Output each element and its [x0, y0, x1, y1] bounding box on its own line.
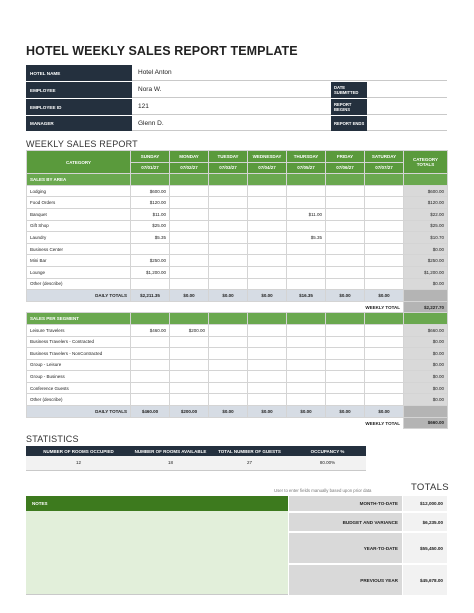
day-value-cell[interactable]: [326, 220, 365, 232]
area-section-cell: [404, 174, 448, 186]
day-value-cell[interactable]: $25.00: [131, 220, 170, 232]
row-category-label: Mini Bar: [27, 255, 131, 267]
day-value-cell[interactable]: $250.00: [131, 255, 170, 267]
day-value-cell[interactable]: [209, 220, 248, 232]
day-value-cell[interactable]: [287, 324, 326, 336]
day-value-cell[interactable]: [287, 336, 326, 348]
day-value-cell[interactable]: [365, 185, 404, 197]
row-category-label: Other (describe): [27, 278, 131, 290]
day-value-cell[interactable]: [131, 348, 170, 360]
row-category-label: Food Orders: [27, 197, 131, 209]
area-daily-totals-row: [27, 290, 448, 302]
area-section-cell: [326, 174, 365, 186]
category-total-cell: $600.00: [404, 185, 448, 197]
category-total-cell: $1,200.00: [404, 266, 448, 278]
day-value-cell[interactable]: [326, 208, 365, 220]
segment-section-cell: [131, 313, 170, 325]
area-section-cell: [209, 174, 248, 186]
day-value-cell[interactable]: [170, 382, 209, 394]
day-value-cell[interactable]: [326, 359, 365, 371]
daily-total-cell: $16.35: [287, 290, 326, 302]
occupancy-header: OCCUPANCY %: [289, 446, 366, 456]
page-title: HOTEL WEEKLY SALES REPORT TEMPLATE: [26, 44, 298, 58]
table-row: [27, 220, 448, 232]
row-category-label: Business Travelers - NonContracted: [27, 348, 131, 360]
segment-section-cell: [287, 313, 326, 325]
segment-section-cell: [404, 313, 448, 325]
area-weekly-total-row: [27, 301, 448, 313]
month-to-date-value[interactable]: $12,000.00: [403, 496, 447, 511]
day-value-cell[interactable]: [209, 197, 248, 209]
day-date-header: 07/05/27: [287, 162, 326, 174]
day-name-header: MONDAY: [170, 151, 209, 163]
row-category-label: Group - Leisure: [27, 359, 131, 371]
category-header: CATEGORY: [27, 151, 131, 174]
day-value-cell[interactable]: [326, 185, 365, 197]
category-total-cell: $0.00: [404, 336, 448, 348]
area-section-cell: [131, 174, 170, 186]
day-value-cell[interactable]: [326, 324, 365, 336]
day-value-cell[interactable]: [248, 208, 287, 220]
daily-total-cell: $0.00: [287, 406, 326, 418]
occupancy-value: 80.00%: [289, 456, 366, 470]
total-guests-value[interactable]: 27: [210, 456, 289, 470]
day-value-cell[interactable]: [209, 382, 248, 394]
day-date-header: 07/07/27: [365, 162, 404, 174]
category-total-cell: $0.00: [404, 278, 448, 290]
day-date-header: 07/03/27: [209, 162, 248, 174]
day-value-cell[interactable]: [287, 266, 326, 278]
day-value-cell[interactable]: [170, 232, 209, 244]
table-row: [27, 185, 448, 197]
day-value-cell[interactable]: [287, 220, 326, 232]
weekly-total-spacer: [248, 301, 287, 313]
day-value-cell[interactable]: [170, 278, 209, 290]
daily-total-cell: $0.00: [248, 406, 287, 418]
area-section-cell: [248, 174, 287, 186]
day-value-cell[interactable]: [287, 278, 326, 290]
previous-year-value[interactable]: $45,678.00: [403, 565, 447, 595]
day-value-cell[interactable]: [170, 371, 209, 383]
day-value-cell[interactable]: [365, 255, 404, 267]
manual-entry-hint: User to enter fields manually based upon prior data: [274, 488, 372, 493]
day-value-cell[interactable]: [287, 382, 326, 394]
day-value-cell[interactable]: [209, 348, 248, 360]
category-totals-header: CATEGORY TOTALS: [404, 151, 448, 174]
year-to-date-label: YEAR-TO-DATE: [289, 533, 402, 563]
employee-id-label: EMPLOYEE ID: [26, 99, 132, 115]
area-section-cell: [365, 174, 404, 186]
day-date-header: 07/01/27: [131, 162, 170, 174]
day-value-cell[interactable]: [287, 197, 326, 209]
daily-total-cell: $0.00: [209, 406, 248, 418]
category-total-cell: $0.00: [404, 382, 448, 394]
day-date-header: 07/02/27: [170, 162, 209, 174]
day-value-cell[interactable]: [131, 336, 170, 348]
day-value-cell[interactable]: [365, 324, 404, 336]
segment-section-label: SALES PER SEGMENT: [27, 313, 131, 325]
daily-totals-spacer: [404, 290, 448, 302]
day-value-cell[interactable]: [326, 394, 365, 406]
notes-field[interactable]: [26, 511, 288, 595]
day-value-cell[interactable]: [131, 243, 170, 255]
day-value-cell[interactable]: [326, 255, 365, 267]
row-category-label: Gift Shop: [27, 220, 131, 232]
day-value-cell[interactable]: [170, 394, 209, 406]
day-value-cell[interactable]: [365, 208, 404, 220]
table-row: [27, 371, 448, 383]
category-total-cell: $22.00: [404, 208, 448, 220]
day-value-cell[interactable]: [131, 278, 170, 290]
day-value-cell[interactable]: [365, 232, 404, 244]
daily-total-cell: $2,211.35: [131, 290, 170, 302]
day-value-cell[interactable]: [326, 336, 365, 348]
day-value-cell[interactable]: [248, 371, 287, 383]
daily-total-cell: $0.00: [365, 290, 404, 302]
row-category-label: Lodging: [27, 185, 131, 197]
category-total-cell: $25.00: [404, 220, 448, 232]
table-row: [27, 278, 448, 290]
daily-totals-label: DAILY TOTALS: [27, 290, 131, 302]
notes-label: NOTES: [26, 496, 288, 511]
day-value-cell[interactable]: [287, 359, 326, 371]
daily-total-cell: $0.00: [326, 290, 365, 302]
table-row: [27, 266, 448, 278]
report-begins-field[interactable]: [367, 99, 447, 115]
day-value-cell[interactable]: [131, 359, 170, 371]
day-value-cell[interactable]: [170, 359, 209, 371]
table-row: [27, 394, 448, 406]
day-value-cell[interactable]: [365, 359, 404, 371]
category-total-cell: $120.00: [404, 197, 448, 209]
day-name-header: FRIDAY: [326, 151, 365, 163]
day-value-cell[interactable]: [248, 348, 287, 360]
day-value-cell[interactable]: [365, 371, 404, 383]
day-value-cell[interactable]: [209, 266, 248, 278]
day-value-cell[interactable]: [248, 266, 287, 278]
day-value-cell[interactable]: [248, 255, 287, 267]
weekly-total-spacer: [209, 301, 248, 313]
day-value-cell[interactable]: [170, 266, 209, 278]
budget-variance-label: BUDGET AND VARIANCE: [289, 513, 402, 531]
day-name-header: WEDNESDAY: [248, 151, 287, 163]
row-category-label: Business Center: [27, 243, 131, 255]
day-value-cell[interactable]: [209, 394, 248, 406]
day-value-cell[interactable]: [131, 382, 170, 394]
row-category-label: Group - Business: [27, 371, 131, 383]
previous-year-label: PREVIOUS YEAR: [289, 565, 402, 595]
day-value-cell[interactable]: [170, 185, 209, 197]
weekly-total-spacer: [131, 417, 170, 429]
category-total-cell: $250.00: [404, 255, 448, 267]
daily-totals-spacer: [404, 406, 448, 418]
day-value-cell[interactable]: [170, 348, 209, 360]
day-name-header: TUESDAY: [209, 151, 248, 163]
category-total-cell: $0.00: [404, 394, 448, 406]
row-category-label: Business Travelers - Contracted: [27, 336, 131, 348]
row-category-label: Other (describe): [27, 394, 131, 406]
table-row: [27, 197, 448, 209]
table-row: [27, 348, 448, 360]
row-category-label: Banquet: [27, 208, 131, 220]
day-value-cell[interactable]: [209, 324, 248, 336]
manager-label: MANAGER: [26, 116, 132, 131]
day-value-cell[interactable]: [287, 371, 326, 383]
weekly-total-value: $660.00: [404, 417, 448, 429]
day-value-cell[interactable]: [287, 243, 326, 255]
weekly-total-spacer: [27, 301, 131, 313]
day-value-cell[interactable]: [248, 197, 287, 209]
area-section-label: SALES BY AREA: [27, 174, 131, 186]
day-value-cell[interactable]: [170, 208, 209, 220]
report-info: [26, 65, 447, 131]
weekly-total-spacer: [287, 417, 326, 429]
table-row: [27, 255, 448, 267]
day-value-cell[interactable]: [365, 278, 404, 290]
segment-section-cell: [248, 313, 287, 325]
row-category-label: Laundry: [27, 232, 131, 244]
table-row: [27, 232, 448, 244]
day-value-cell[interactable]: [365, 243, 404, 255]
day-value-cell[interactable]: [326, 243, 365, 255]
daily-total-cell: $200.00: [170, 406, 209, 418]
day-value-cell[interactable]: $11.00: [287, 208, 326, 220]
report-begins-label: REPORT BEGINS: [331, 99, 367, 115]
day-value-cell[interactable]: [326, 278, 365, 290]
budget-variance-value[interactable]: $6,235.00: [403, 513, 447, 531]
day-value-cell[interactable]: [365, 197, 404, 209]
day-value-cell[interactable]: [131, 394, 170, 406]
category-total-cell: $0.00: [404, 371, 448, 383]
category-total-cell: $0.00: [404, 243, 448, 255]
weekly-sales-title: WEEKLY SALES REPORT: [26, 139, 138, 149]
day-value-cell[interactable]: [209, 208, 248, 220]
day-value-cell[interactable]: [365, 266, 404, 278]
header-row: [27, 151, 448, 163]
day-value-cell[interactable]: $1,200.00: [131, 266, 170, 278]
day-value-cell[interactable]: $200.00: [170, 324, 209, 336]
day-value-cell[interactable]: [170, 336, 209, 348]
weekly-total-spacer: [131, 301, 170, 313]
day-value-cell[interactable]: [209, 255, 248, 267]
table-row: [27, 359, 448, 371]
day-value-cell[interactable]: [365, 394, 404, 406]
weekly-total-spacer: [287, 301, 326, 313]
table-row: [27, 208, 448, 220]
segment-daily-totals-row: [27, 406, 448, 418]
day-name-header: SUNDAY: [131, 151, 170, 163]
daily-totals-label: DAILY TOTALS: [27, 406, 131, 418]
row-category-label: Lounge: [27, 266, 131, 278]
date-submitted-label: DATE SUBMITTED: [331, 82, 367, 98]
day-value-cell[interactable]: [287, 394, 326, 406]
day-value-cell[interactable]: [365, 382, 404, 394]
daily-total-cell: $0.00: [170, 290, 209, 302]
day-value-cell[interactable]: [248, 324, 287, 336]
segment-section-cell: [209, 313, 248, 325]
statistics-table: [26, 446, 366, 471]
day-value-cell[interactable]: [248, 394, 287, 406]
hotel-name-label: HOTEL NAME: [26, 65, 132, 81]
table-row: [27, 324, 448, 336]
day-name-header: SATURDAY: [365, 151, 404, 163]
day-value-cell[interactable]: [170, 197, 209, 209]
statistics-title: STATISTICS: [26, 434, 79, 444]
weekly-total-spacer: [170, 301, 209, 313]
day-value-cell[interactable]: [326, 197, 365, 209]
day-value-cell[interactable]: [248, 382, 287, 394]
day-value-cell[interactable]: [170, 220, 209, 232]
day-value-cell[interactable]: [287, 185, 326, 197]
day-value-cell[interactable]: [326, 382, 365, 394]
daily-total-cell: $0.00: [326, 406, 365, 418]
weekly-total-spacer: [27, 417, 131, 429]
daily-total-cell: $460.00: [131, 406, 170, 418]
day-value-cell[interactable]: [131, 371, 170, 383]
weekly-sales-table: [26, 150, 448, 429]
employee-field[interactable]: Nora W.: [132, 82, 331, 98]
category-total-cell: $0.00: [404, 348, 448, 360]
category-total-cell: $10.70: [404, 232, 448, 244]
category-total-cell: $0.00: [404, 359, 448, 371]
area-section-cell: [287, 174, 326, 186]
weekly-total-spacer: [170, 417, 209, 429]
weekly-total-label: WEEKLY TOTAL: [326, 301, 404, 313]
day-value-cell[interactable]: [287, 348, 326, 360]
day-value-cell[interactable]: [209, 278, 248, 290]
day-value-cell[interactable]: [209, 243, 248, 255]
day-value-cell[interactable]: $120.00: [131, 197, 170, 209]
day-value-cell[interactable]: [209, 185, 248, 197]
weekly-total-value: $2,227.70: [404, 301, 448, 313]
day-value-cell[interactable]: [209, 232, 248, 244]
day-date-header: 07/04/27: [248, 162, 287, 174]
day-value-cell[interactable]: $5.35: [287, 232, 326, 244]
total-guests-header: TOTAL NUMBER OF GUESTS: [210, 446, 289, 456]
category-total-cell: $660.00: [404, 324, 448, 336]
table-row: [27, 243, 448, 255]
report-ends-label: REPORT ENDS: [331, 116, 367, 131]
day-value-cell[interactable]: [365, 220, 404, 232]
day-value-cell[interactable]: [209, 371, 248, 383]
table-row: [27, 382, 448, 394]
rooms-occupied-header: NUMBER OF ROOMS OCCUPIED: [26, 446, 131, 456]
day-value-cell[interactable]: $460.00: [131, 324, 170, 336]
segment-section-cell: [170, 313, 209, 325]
row-category-label: Leisure Travelers: [27, 324, 131, 336]
date-submitted-field[interactable]: [367, 82, 447, 98]
daily-total-cell: $0.00: [209, 290, 248, 302]
day-value-cell[interactable]: $5.35: [131, 232, 170, 244]
day-value-cell[interactable]: $600.00: [131, 185, 170, 197]
rooms-available-header: NUMBER OF ROOMS AVAILABLE: [131, 446, 210, 456]
day-name-header: THURSDAY: [287, 151, 326, 163]
day-value-cell[interactable]: [170, 255, 209, 267]
day-value-cell[interactable]: [248, 359, 287, 371]
day-value-cell[interactable]: [365, 336, 404, 348]
area-section-header: [27, 174, 448, 186]
weekly-total-spacer: [209, 417, 248, 429]
employee-id-field[interactable]: 121: [132, 99, 331, 115]
day-value-cell[interactable]: [326, 266, 365, 278]
day-value-cell[interactable]: [248, 278, 287, 290]
rooms-occupied-value[interactable]: 12: [26, 456, 131, 470]
manager-field[interactable]: Glenn D.: [132, 116, 331, 131]
segment-section-cell: [365, 313, 404, 325]
day-value-cell[interactable]: [287, 255, 326, 267]
weekly-total-label: WEEKLY TOTAL: [326, 417, 404, 429]
daily-total-cell: $0.00: [248, 290, 287, 302]
report-ends-field[interactable]: [367, 116, 447, 131]
month-to-date-label: MONTH-TO-DATE: [289, 496, 402, 511]
day-value-cell[interactable]: [248, 336, 287, 348]
day-value-cell[interactable]: [326, 348, 365, 360]
day-value-cell[interactable]: [209, 336, 248, 348]
table-row: [27, 336, 448, 348]
weekly-total-spacer: [248, 417, 287, 429]
year-to-date-value[interactable]: $55,450.00: [403, 533, 447, 563]
segment-section-header: [27, 313, 448, 325]
day-value-cell[interactable]: $11.00: [131, 208, 170, 220]
day-value-cell[interactable]: [365, 348, 404, 360]
day-value-cell[interactable]: [326, 232, 365, 244]
rooms-available-value[interactable]: 18: [131, 456, 210, 470]
day-value-cell[interactable]: [248, 185, 287, 197]
day-value-cell[interactable]: [326, 371, 365, 383]
daily-total-cell: $0.00: [365, 406, 404, 418]
hotel-name-field[interactable]: Hotel Anton: [132, 65, 447, 81]
totals-block: [289, 496, 447, 595]
day-value-cell[interactable]: [248, 220, 287, 232]
totals-title: TOTALS: [411, 482, 449, 493]
area-section-cell: [170, 174, 209, 186]
row-category-label: Conference Guests: [27, 382, 131, 394]
day-value-cell[interactable]: [170, 243, 209, 255]
segment-weekly-total-row: [27, 417, 448, 429]
day-value-cell[interactable]: [248, 232, 287, 244]
day-value-cell[interactable]: [209, 359, 248, 371]
employee-label: EMPLOYEE: [26, 82, 132, 98]
day-value-cell[interactable]: [248, 243, 287, 255]
day-date-header: 07/06/27: [326, 162, 365, 174]
segment-section-cell: [326, 313, 365, 325]
